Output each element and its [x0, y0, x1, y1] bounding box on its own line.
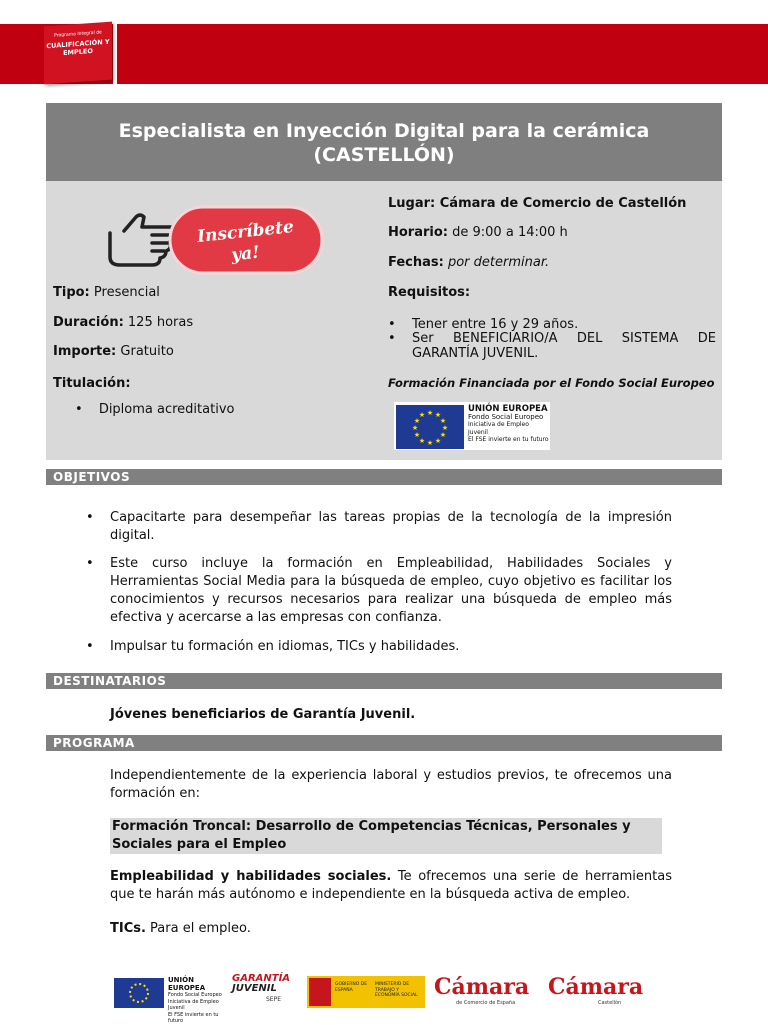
camara-castellon-sub: Castellón	[598, 1000, 622, 1006]
ministerio-text: MINISTERIO DE TRABAJO Y ECONOMÍA SOCIAL	[375, 982, 418, 998]
programa-heading-text: PROGRAMA	[53, 736, 135, 750]
empleabilidad-text: Te ofrecemos una serie de herramientas que te harán más autónomo e independiente en la búsqueda activa de empleo.	[110, 869, 672, 902]
programa-heading	[46, 735, 722, 751]
inscribete-text-2: ya!	[230, 242, 261, 266]
eu-logo-line2: Iniciativa de Empleo Juvenil	[468, 421, 529, 436]
svg-text:★: ★	[434, 437, 442, 445]
objetivos-heading	[46, 469, 722, 485]
horario-label: Horario:	[388, 225, 448, 240]
course-title-box	[46, 103, 722, 181]
tics-bold: TICs.	[110, 921, 146, 936]
destinatarios-heading-text: DESTINATARIOS	[53, 674, 167, 688]
svg-text:★: ★	[413, 431, 421, 439]
tipo-value: Presencial	[89, 285, 160, 300]
bullet-dot: •	[388, 331, 396, 346]
footer-logos	[0, 970, 768, 1024]
duracion-row	[53, 315, 193, 330]
top-banner	[0, 24, 768, 84]
camara-castellon-text: Cámara	[548, 974, 644, 1000]
svg-text:★: ★	[426, 409, 434, 417]
course-title-line2: (CASTELLÓN)	[313, 144, 455, 166]
titulacion-label: Titulación:	[53, 376, 131, 391]
eu-logo	[394, 402, 550, 450]
svg-text:★: ★	[418, 437, 426, 445]
footer-camara-espana-logo	[434, 970, 540, 1010]
programa-empleabilidad	[110, 868, 672, 904]
bullet-dot: •	[86, 639, 94, 654]
course-title	[46, 103, 722, 167]
inscribete-button[interactable]	[106, 205, 326, 275]
svg-text:★: ★	[439, 417, 447, 425]
eu-logo-line3: El FSE invierte en tu futuro	[468, 436, 549, 443]
eu-logo-title: UNIÓN EUROPEA	[468, 404, 548, 414]
footer-eu-line3: El FSE invierte en tu futuro	[168, 1011, 219, 1024]
bullet-dot: •	[86, 556, 94, 571]
banner-divider	[113, 24, 117, 84]
program-logo	[44, 22, 112, 85]
tipo-row	[53, 285, 160, 300]
destinatarios-heading	[46, 673, 722, 689]
bullet-dot: •	[388, 317, 396, 332]
requisito-item-1	[388, 317, 716, 332]
importe-label: Importe:	[53, 344, 117, 359]
requisito-text-1: Tener entre 16 y 29 años.	[412, 317, 579, 332]
camara-espana-sub: de Comercio de España	[456, 1000, 516, 1006]
fechas-row	[388, 255, 549, 270]
svg-text:★: ★	[439, 431, 447, 439]
financiada-text: Formación Financiada por el Fondo Social Europeo	[388, 376, 715, 390]
gj-line2: JUVENIL	[232, 983, 277, 994]
fechas-value: por determinar.	[443, 255, 550, 270]
svg-text:★: ★	[411, 424, 419, 432]
empleabilidad-bold: Empleabilidad y habilidades sociales.	[110, 869, 392, 884]
importe-value: Gratuito	[116, 344, 174, 359]
footer-camara-castellon-logo	[548, 970, 654, 1010]
svg-text:★: ★	[418, 411, 426, 419]
footer-eu-text	[168, 977, 230, 1025]
titulacion-item	[75, 402, 234, 417]
objetivos-heading-text: OBJETIVOS	[53, 470, 131, 484]
footer-eu-line1: Fondo Social Europeo	[168, 992, 222, 998]
horario-value: de 9:00 a 14:00 h	[448, 225, 568, 240]
gj-sepe: SEPE	[266, 996, 282, 1003]
objetivo-item-3: Impulsar tu formación en idiomas, TICs y habilidades.	[110, 639, 460, 654]
svg-text:★: ★	[434, 411, 442, 419]
gj-line1: GARANTÍA	[232, 973, 291, 984]
footer-garantia-juvenil-logo	[232, 970, 298, 1010]
svg-text:★: ★	[426, 439, 434, 447]
programa-intro: Independientemente de la experiencia laboral y estudios previos, te ofrecemos una formación en:	[110, 768, 672, 801]
program-logo-small: Programa Integral de	[54, 30, 102, 39]
requisitos-label: Requisitos:	[388, 285, 471, 300]
titulacion-item-text: Diploma acreditativo	[98, 402, 235, 417]
objetivo-item-1: Capacitarte para desempeñar las tareas propias de la tecnología de la impresión digital.	[110, 510, 672, 543]
svg-text:★: ★	[413, 417, 421, 425]
footer-eu-flag-icon	[114, 978, 164, 1008]
programa-tics	[110, 920, 672, 938]
gobierno-text: GOBIERNO DE ESPAÑA	[335, 982, 368, 993]
course-title-line1: Especialista en Inyección Digital para la cerámica	[118, 120, 650, 142]
footer-gobierno-logo	[307, 976, 425, 1008]
inscribete-text-1: Inscríbete	[196, 217, 295, 248]
eu-logo-line1: Fondo Social Europeo	[468, 412, 544, 421]
objetivo-item-2: Este curso incluye la formación en Empleabilidad, Habilidades Sociales y Herramientas Social Media para la búsqueda de empleo, cuyo objetivo es facilitar los conocimientos y recursos necesarios para realizar una búsqueda de empleo más efectiva y acercarse a las empresas con confianza.	[110, 556, 672, 625]
tics-text: Para el empleo.	[145, 921, 251, 936]
spain-shield-icon	[309, 978, 331, 1006]
programa-troncal: Formación Troncal: Desarrollo de Competencias Técnicas, Personales y Sociales para el Empleo	[110, 818, 662, 854]
footer-eu-line2: Iniciativa de Empleo Juvenil	[168, 998, 219, 1011]
camara-espana-text: Cámara	[434, 974, 530, 1000]
horario-row	[388, 225, 568, 240]
duracion-value: 125 horas	[123, 315, 194, 330]
program-logo-big: CUALIFICACIÓN Y EMPLEO	[46, 37, 110, 58]
svg-text:★: ★	[441, 424, 449, 432]
requisito-item-2	[388, 331, 716, 361]
bullet-dot: •	[86, 510, 94, 525]
eu-flag-icon	[396, 405, 464, 449]
destinatarios-text: Jóvenes beneficiarios de Garantía Juvenil.	[110, 707, 416, 722]
footer-eu-logo	[114, 976, 230, 1024]
bullet-dot: •	[75, 402, 83, 417]
requisito-text-2: Ser BENEFICIARIO/A DEL SISTEMA DE GARANTÍA JUVENIL.	[412, 331, 716, 361]
tipo-label: Tipo:	[53, 285, 90, 300]
duracion-label: Duración:	[53, 315, 124, 330]
importe-row	[53, 344, 174, 359]
fechas-label: Fechas:	[388, 255, 444, 270]
footer-eu-title: UNIÓN EUROPEA	[168, 976, 206, 992]
eu-logo-text	[468, 406, 550, 444]
lugar-label: Lugar: Cámara de Comercio de Castellón	[388, 196, 687, 211]
